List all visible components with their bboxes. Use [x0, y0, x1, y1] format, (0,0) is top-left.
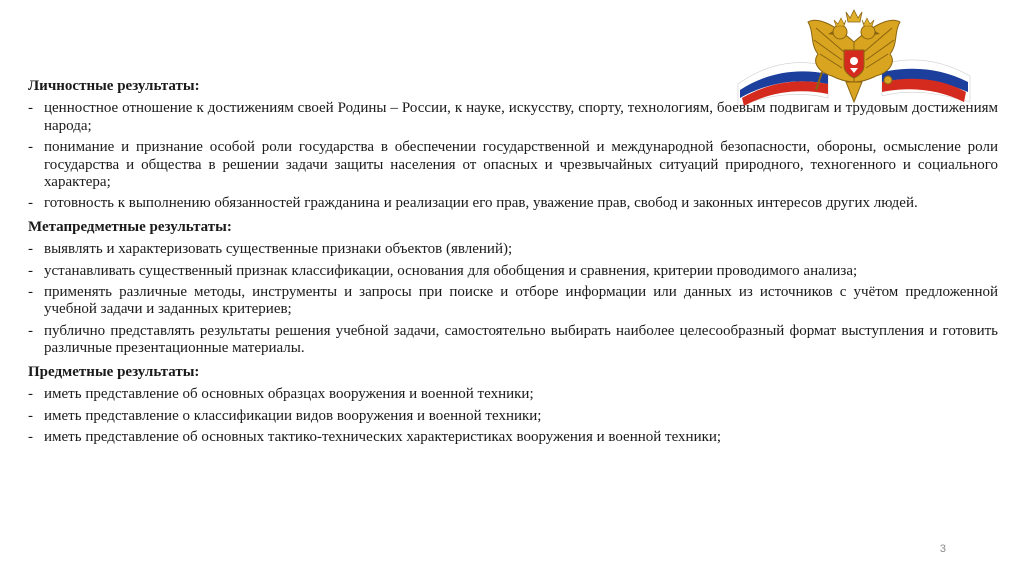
list-item: - готовность к выполнению обязанностей гражданина и реализации его прав, уважение прав, свобод и законных интересов других людей. [28, 195, 998, 212]
list-item: - устанавливать существенный признак классификации, основания для обобщения и сравнения, критерии проводимого анализа; [28, 263, 998, 280]
results-content [28, 78, 998, 450]
page-number: 3 [939, 543, 946, 555]
list-item: - выявлять и характеризовать существенные признаки объектов (явлений); [28, 241, 998, 258]
section-heading-personal: Личностные результаты: [28, 78, 200, 94]
list-item: - применять различные методы, инструменты и запросы при поиске и отборе информации или данных из источников с учётом предложенной учебной задачи и заданных критериев; [28, 284, 998, 319]
metasubject-results-list [28, 241, 998, 357]
list-item: - понимание и признание особой роли государства в обеспечении государственной и международной безопасности, обороны, осмысление роли государства и общества в решении задачи защиты населения от опасных и чрезвычайных ситуаций природного, техногенного и социального характера; [28, 139, 998, 191]
section-heading-subject: Предметные результаты: [28, 363, 200, 380]
list-item: - иметь представление об основных тактико-технических характеристиках вооружения и военной техники; [28, 429, 998, 446]
subject-results-list [28, 386, 998, 446]
list-item: - иметь представление о классификации видов вооружения и военной техники; [28, 408, 998, 425]
personal-results-list [28, 100, 998, 212]
list-item: - ценностное отношение к достижениям своей Родины – России, к науке, искусству, спорту, технологиям, боевым подвигам и трудовым достижениям народа; [28, 100, 998, 135]
section-heading-metasubject: Метапредметные результаты: [28, 218, 232, 235]
list-item: - публично представлять результаты решения учебной задачи, самостоятельно выбирать наиболее целесообразный формат выступления и готовить различные презентационные материалы. [28, 323, 998, 358]
list-item: - иметь представление об основных образцах вооружения и военной техники; [28, 386, 998, 403]
